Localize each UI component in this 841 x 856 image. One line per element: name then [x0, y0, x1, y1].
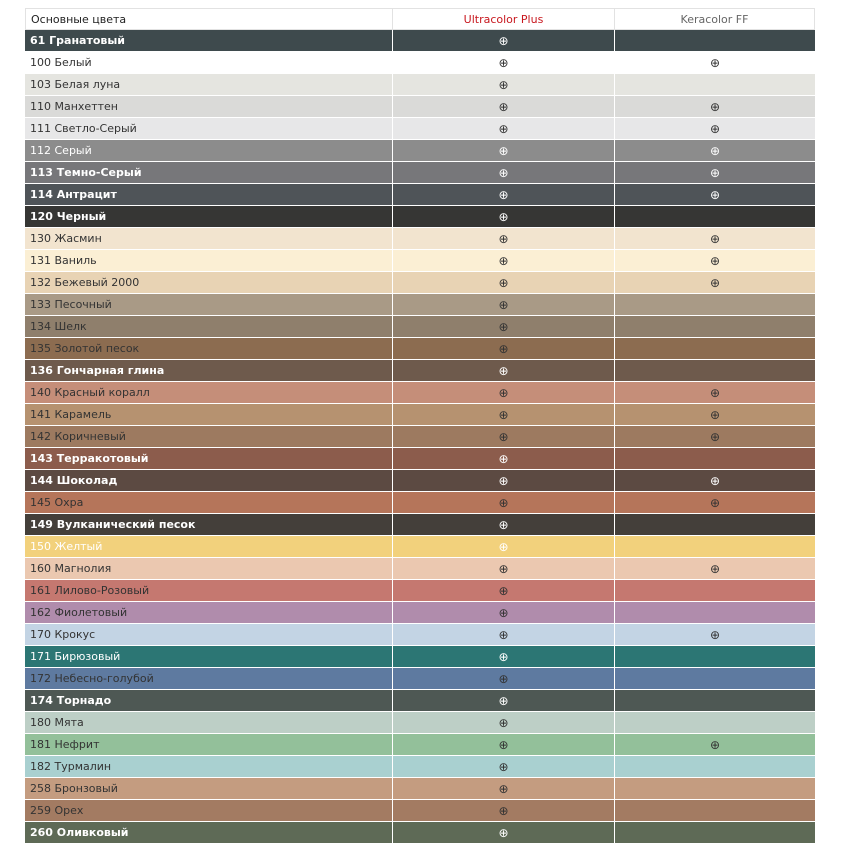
available-icon: ⊕ [498, 781, 509, 796]
keracolor-cell [615, 382, 815, 404]
keracolor-cell [615, 316, 815, 338]
table-row [25, 140, 815, 162]
available-icon: ⊕ [498, 143, 509, 158]
keracolor-cell [615, 778, 815, 800]
ultracolor-cell [393, 822, 615, 844]
table-row [25, 668, 815, 690]
table-row [25, 492, 815, 514]
available-icon: ⊕ [498, 407, 509, 422]
color-name: 149 Вулканический песок [25, 514, 393, 536]
keracolor-cell [615, 74, 815, 96]
available-icon: ⊕ [709, 737, 721, 752]
ultracolor-cell [393, 492, 615, 514]
color-name: 181 Нефрит [25, 734, 393, 756]
keracolor-cell [615, 294, 815, 316]
keracolor-cell [615, 448, 815, 470]
available-icon: ⊕ [709, 473, 721, 488]
ultracolor-cell [393, 360, 615, 382]
keracolor-cell [615, 250, 815, 272]
table-row [25, 228, 815, 250]
table-row [25, 580, 815, 602]
keracolor-cell [615, 96, 815, 118]
color-name: 145 Охра [25, 492, 393, 514]
keracolor-cell [615, 712, 815, 734]
keracolor-cell [615, 206, 815, 228]
keracolor-cell [615, 668, 815, 690]
color-name: 143 Терракотовый [25, 448, 393, 470]
color-name: 141 Карамель [25, 404, 393, 426]
table-row [25, 52, 815, 74]
table-row [25, 30, 815, 52]
available-icon: ⊕ [498, 539, 509, 554]
table-row [25, 118, 815, 140]
table-row [25, 426, 815, 448]
ultracolor-cell [393, 30, 615, 52]
keracolor-cell [615, 492, 815, 514]
keracolor-cell [615, 646, 815, 668]
ultracolor-cell [393, 382, 615, 404]
keracolor-cell [615, 756, 815, 778]
color-name: 162 Фиолетовый [25, 602, 393, 624]
color-name: 114 Антрацит [25, 184, 393, 206]
ultracolor-cell [393, 184, 615, 206]
table-row [25, 184, 815, 206]
available-icon: ⊕ [709, 187, 721, 202]
color-name: 259 Орех [25, 800, 393, 822]
table-row [25, 646, 815, 668]
available-icon: ⊕ [498, 253, 509, 268]
available-icon: ⊕ [498, 715, 509, 730]
available-icon: ⊕ [498, 99, 509, 114]
table-row [25, 756, 815, 778]
header-name: Основные цвета [25, 8, 393, 30]
header-ultracolor: Ultracolor Plus [393, 8, 615, 30]
table-row [25, 712, 815, 734]
ultracolor-cell [393, 668, 615, 690]
available-icon: ⊕ [498, 473, 509, 488]
color-name: 112 Серый [25, 140, 393, 162]
ultracolor-cell [393, 800, 615, 822]
keracolor-cell [615, 404, 815, 426]
ultracolor-cell [393, 712, 615, 734]
ultracolor-cell [393, 250, 615, 272]
keracolor-cell [615, 800, 815, 822]
available-icon: ⊕ [709, 165, 721, 180]
ultracolor-cell [393, 294, 615, 316]
available-icon: ⊕ [498, 583, 509, 598]
keracolor-cell [615, 580, 815, 602]
keracolor-cell [615, 558, 815, 580]
table-row [25, 360, 815, 382]
table-header [25, 8, 815, 30]
available-icon: ⊕ [498, 187, 509, 202]
ultracolor-cell [393, 470, 615, 492]
keracolor-cell [615, 30, 815, 52]
ultracolor-cell [393, 140, 615, 162]
available-icon: ⊕ [498, 77, 509, 92]
ultracolor-cell [393, 448, 615, 470]
available-icon: ⊕ [709, 495, 721, 510]
ultracolor-cell [393, 404, 615, 426]
table-row [25, 514, 815, 536]
ultracolor-cell [393, 734, 615, 756]
available-icon: ⊕ [498, 495, 509, 510]
table-row [25, 734, 815, 756]
color-name: 133 Песочный [25, 294, 393, 316]
color-name: 180 Мята [25, 712, 393, 734]
table-row [25, 338, 815, 360]
color-name: 110 Манхеттен [25, 96, 393, 118]
available-icon: ⊕ [498, 825, 509, 840]
color-name: 131 Ваниль [25, 250, 393, 272]
table-row [25, 206, 815, 228]
ultracolor-cell [393, 272, 615, 294]
available-icon: ⊕ [498, 737, 509, 752]
available-icon: ⊕ [498, 55, 509, 70]
table-body [25, 30, 815, 844]
available-icon: ⊕ [709, 253, 721, 268]
keracolor-cell [615, 624, 815, 646]
available-icon: ⊕ [498, 165, 509, 180]
available-icon: ⊕ [498, 671, 509, 686]
ultracolor-cell [393, 514, 615, 536]
available-icon: ⊕ [498, 275, 509, 290]
table-row [25, 822, 815, 844]
color-name: 135 Золотой песок [25, 338, 393, 360]
color-name: 170 Крокус [25, 624, 393, 646]
ultracolor-cell [393, 96, 615, 118]
ultracolor-cell [393, 624, 615, 646]
available-icon: ⊕ [498, 649, 509, 664]
table-row [25, 448, 815, 470]
available-icon: ⊕ [498, 363, 509, 378]
available-icon: ⊕ [498, 627, 509, 642]
ultracolor-cell [393, 118, 615, 140]
keracolor-cell [615, 162, 815, 184]
color-name: 161 Лилово-Розовый [25, 580, 393, 602]
ultracolor-cell [393, 74, 615, 96]
available-icon: ⊕ [709, 429, 721, 444]
ultracolor-cell [393, 206, 615, 228]
available-icon: ⊕ [498, 319, 509, 334]
available-icon: ⊕ [709, 143, 721, 158]
keracolor-cell [615, 690, 815, 712]
available-icon: ⊕ [498, 803, 509, 818]
ultracolor-cell [393, 162, 615, 184]
table-row [25, 536, 815, 558]
table-row [25, 96, 815, 118]
table-row [25, 74, 815, 96]
color-name: 140 Красный коралл [25, 382, 393, 404]
keracolor-cell [615, 426, 815, 448]
header-keracolor: Keracolor FF [615, 8, 815, 30]
color-name: 172 Небесно-голубой [25, 668, 393, 690]
table-row [25, 800, 815, 822]
available-icon: ⊕ [498, 451, 509, 466]
available-icon: ⊕ [709, 231, 721, 246]
color-name: 111 Светло-Серый [25, 118, 393, 140]
keracolor-cell [615, 602, 815, 624]
ultracolor-cell [393, 228, 615, 250]
ultracolor-cell [393, 536, 615, 558]
table-row [25, 558, 815, 580]
color-name: 113 Темно-Серый [25, 162, 393, 184]
available-icon: ⊕ [498, 429, 509, 444]
color-name: 100 Белый [25, 52, 393, 74]
table-row [25, 778, 815, 800]
ultracolor-cell [393, 646, 615, 668]
ultracolor-cell [393, 316, 615, 338]
keracolor-cell [615, 52, 815, 74]
available-icon: ⊕ [498, 121, 509, 136]
keracolor-cell [615, 360, 815, 382]
keracolor-cell [615, 184, 815, 206]
color-name: 142 Коричневый [25, 426, 393, 448]
color-name: 61 Гранатовый [25, 30, 393, 52]
available-icon: ⊕ [709, 55, 721, 70]
table-row [25, 162, 815, 184]
keracolor-cell [615, 734, 815, 756]
color-name: 134 Шелк [25, 316, 393, 338]
keracolor-cell [615, 470, 815, 492]
ultracolor-cell [393, 602, 615, 624]
color-name: 174 Торнадо [25, 690, 393, 712]
keracolor-cell [615, 536, 815, 558]
color-name: 120 Черный [25, 206, 393, 228]
available-icon: ⊕ [709, 385, 721, 400]
keracolor-cell [615, 140, 815, 162]
keracolor-cell [615, 338, 815, 360]
table-row [25, 294, 815, 316]
color-name: 171 Бирюзовый [25, 646, 393, 668]
table-row [25, 602, 815, 624]
available-icon: ⊕ [498, 385, 509, 400]
ultracolor-cell [393, 580, 615, 602]
available-icon: ⊕ [709, 121, 721, 136]
table-row [25, 382, 815, 404]
available-icon: ⊕ [498, 209, 509, 224]
table-row [25, 690, 815, 712]
available-icon: ⊕ [498, 517, 509, 532]
ultracolor-cell [393, 778, 615, 800]
color-name: 136 Гончарная глина [25, 360, 393, 382]
keracolor-cell [615, 514, 815, 536]
available-icon: ⊕ [709, 99, 721, 114]
color-name: 132 Бежевый 2000 [25, 272, 393, 294]
table-row [25, 624, 815, 646]
keracolor-cell [615, 272, 815, 294]
color-name: 130 Жасмин [25, 228, 393, 250]
available-icon: ⊕ [498, 605, 509, 620]
color-name: 258 Бронзовый [25, 778, 393, 800]
available-icon: ⊕ [709, 407, 721, 422]
available-icon: ⊕ [709, 561, 721, 576]
available-icon: ⊕ [498, 297, 509, 312]
table-row [25, 404, 815, 426]
ultracolor-cell [393, 338, 615, 360]
available-icon: ⊕ [498, 33, 509, 48]
table-row [25, 250, 815, 272]
ultracolor-cell [393, 52, 615, 74]
keracolor-cell [615, 228, 815, 250]
available-icon: ⊕ [498, 759, 509, 774]
available-icon: ⊕ [709, 275, 721, 290]
color-name: 260 Оливковый [25, 822, 393, 844]
available-icon: ⊕ [498, 693, 509, 708]
color-table [25, 8, 815, 844]
color-name: 182 Турмалин [25, 756, 393, 778]
table-row [25, 470, 815, 492]
color-name: 144 Шоколад [25, 470, 393, 492]
available-icon: ⊕ [709, 627, 721, 642]
ultracolor-cell [393, 756, 615, 778]
available-icon: ⊕ [498, 231, 509, 246]
available-icon: ⊕ [498, 341, 509, 356]
color-name: 150 Желтый [25, 536, 393, 558]
ultracolor-cell [393, 558, 615, 580]
table-row [25, 316, 815, 338]
color-name: 103 Белая луна [25, 74, 393, 96]
keracolor-cell [615, 118, 815, 140]
keracolor-cell [615, 822, 815, 844]
available-icon: ⊕ [498, 561, 509, 576]
ultracolor-cell [393, 690, 615, 712]
table-row [25, 272, 815, 294]
ultracolor-cell [393, 426, 615, 448]
color-name: 160 Магнолия [25, 558, 393, 580]
